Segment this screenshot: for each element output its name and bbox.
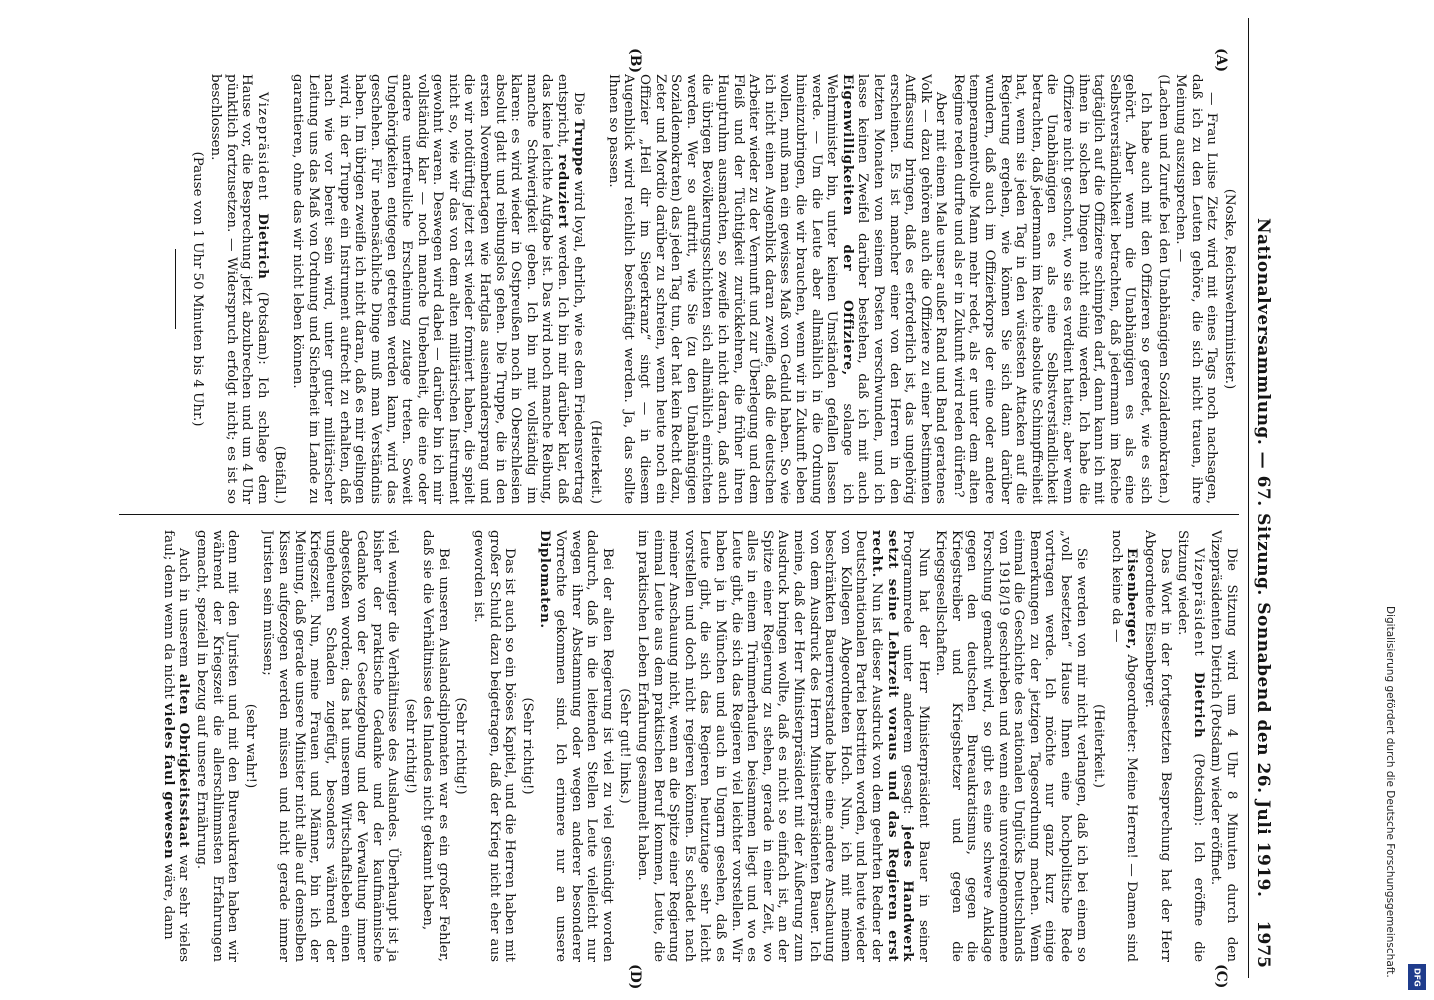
interjection: (Lachen und Zurufe bei den Unabhängigen Sozialdemokraten.) [1155,74,1171,504]
emphasis-text: reduziert [555,154,572,229]
speaker-label: (Noske, Reichswehrminister.) [1222,188,1237,390]
document-page [83,18,1283,990]
dfg-logo: DFG [1408,964,1426,990]
text-run: wäre, dann [160,863,176,940]
paragraph [160,530,191,962]
text-run: (Potsdam): Ich eröffne die Sitzung wieder. [1175,530,1206,962]
paragraph: Bei unseren Auslandsdiplomaten war es ein großer Fehler, daß sie die Verhältnisse des Inlandes nicht gekannt haben, [420,530,451,962]
interjection: (Heiterkeit.) [1091,704,1107,788]
interjection: (Heiterkeit.) [588,420,604,504]
section-rule [175,249,176,329]
text-run: Nun hat der Herr Ministerpräsident Bauer in seiner Programmrede unter anderem gesagt: [900,530,931,962]
interjection: (Sehr richtig!) [519,697,535,795]
emphasis-text: alten Obrigkeitsstaat [176,673,193,848]
interjection: (Sehr gut! links.) [617,688,633,804]
paragraph: Die Sitzung wird um 4 Uhr 8 Minuten durch den Vizepräsidenten Dietrich (Potsdam) wieder eröffnet. [1208,530,1239,962]
paragraph [537,530,615,962]
scan-sidebar [1396,0,1434,1000]
speaker-name: Eisenberger, [1124,548,1141,650]
column-divider [119,514,1239,515]
interjection: (sehr richtig!) [402,698,418,794]
margin-marker-d: (D) [627,964,643,990]
paragraph: Das ist auch so ein böses Kapitel, und die Herren haben mit großer Schuld dazu beigetragen, daß der Krieg nicht eher aus geworden ist. [471,530,518,962]
paragraph: viel weniger die Verhältnisse des Auslandes. Überhaupt ist ja bisher der praktische Gedanke und der kaufmännische Gedanke von der Gesetzgebung und der Verwaltung immer abgestoßen worden; das hat unserem Wirtschaftsleben einen ungeheuren Schaden zugefügt, besonders während der Kriegszeit. Nun, meine Frauen und Männer, bin ich der Meinung, daß gerade unsere Minister nicht alle auf demselben Kissen aufgezogen werden müssen und nicht gerade immer Juristen sein müssen; [260,530,401,962]
right-column [99,530,1239,962]
running-head [1248,18,1275,978]
left-column [99,74,1239,504]
text-run: Bei der alten Regierung ist viel zu viel gesündigt worden dadurch, daß in die leitenden Stellen Leute vielleicht nur wegen ihrer Abstammung oder wegen anderer besonderer Vorrechte gekommen sind. Ich erinnere nur an unsere [553,530,615,962]
emphasis-text: Diplomaten. [537,530,554,629]
paragraph: Ich habe auch mit den Offizieren so geredet, wie es sich gehört. Aber wenn die Unabhängigen es als eine Selbstverständlichkeit betrachten, daß jedermann im Reiche tagtäglich auf die Offiziere schimpfen darf, dann kann ich mit ihnen in solchen Dingen nicht einig werden. Ich habe die Offiziere nicht geschont, wo sie es verdient hatten; aber wenn die Unabhängigen es als eine Selbstverständlichkeit betrachten, daß jedermann im Reiche absolute Schimpffreiheit hat, wenn sie jeden Tag in den wüstesten Attacken auf die Regierung ergehen, wie können Sie sich dann darüber wundern, daß auch im Offizierkorps der eine oder andere temperamentvolle Mann mehr redet, als er unter dem alten Regime reden durfte und als er in Zukunft wird reden dürfen? [950,74,1154,504]
funding-credit: Digitalisierung gefördert durch die Deutsche Forschungsgemeinschaft. [1384,606,1396,978]
interjection: (Sehr richtig!) [453,697,469,795]
text-run: Vizepräsident [1190,548,1206,657]
interjection: (Pause von 1 Uhr 50 Minuten bis 4 Uhr.) [190,151,206,427]
emphasis-text: Eigenwilligkeiten der Offiziere, [839,74,856,376]
text-run: Vizepräsident [254,92,270,201]
text-run: werden. Ich bin mir darüber klar, daß das keine leichte Aufgabe ist. Das wird noch manche Reibung, manche Schwierigkeit geben. Ich bin mit vollständig im klaren: es wird wieder in Ostpreußen noch in Oberschlesien absolut glatt und reibungslos gehen. Die Truppe, die in den ersten Novembertagen wie Hartglas auseinandersprang und die wir notdürftig jetzt erst wieder formiert haben, die spielt nicht so, wie wir das von dem alten militärischen Instrument gewohnt waren. Deswegen wird dabei — darüber bin ich mir vollständig klar — noch manche Unebenheit, die eine oder andere unerfreuliche Erscheinung zutage treten. Soweit Ungehörigkeiten entgegen getreten werden kann, wird das geschehen. Für nebensächliche Dinge muß man Verständnis haben. Im übrigen zweifle ich nicht daran, daß es mir gelingen wird, in der Truppe ein Instrument aufrecht zu erhalten, daß nach wie vor bereit sein wird, unter guter militärischer Leitung uns das Maß von Ordnung und Sicherheit im Lande zu garantieren, ohne das wir nicht leben können. [289,74,571,504]
text-run: Abgeordneter: Meine Herren! — Damen sind noch keine da — [1108,530,1140,962]
text-run: war sehr vieles faul; denn wenn da nicht [160,530,192,962]
text-run: Auch in unserem [176,548,192,668]
page-title: Nationalversammlung. — 67. Sitzung. Sonnabend den 26. Juli 1919. [1253,218,1273,898]
paragraph [634,530,930,962]
emphasis-text: jedes Handwerk setzt seine Lehrzeit voraus und das Regieren erst recht. [868,530,917,962]
page-number: 1975 [1253,920,1273,968]
emphasis-text: Truppe [570,119,587,177]
text-run: wird loyal, ehrlich, wie es dem Friedensvertrag entspricht, [555,74,586,504]
text-run: solange ich Wehrminister bin, unter keinen Umständen gefallen lassen werde. — Um die Leute aber allmählich in die Ordnung hineinzubringen, die wir brauchen, wenn wir in Zukunft leben wollen, muß man ein gewisses Maß von Geduld haben. So wie ich nicht einen Augenblick daran zweifle, daß die deutschen Arbeiter wieder zu der Vernunft und zur Überlegung und dem Fleiß und der Tüchtigkeit zurückkehren, die früher ihren Hauptruhm ausmachten, so zweifle ich nicht daran, daß auch die übrigen Bevölkerungsschichten sich allmählich einrichten werden. Wer so auftritt, wie Sie (zu den Unabhängigen Sozialdemokraten) das jeden Tag tun, der hat kein Recht dazu, Zeter und Mordio darüber zu schreien, wenn heute noch ein Offizier „Heil dir im Siegerkranz“ singt — in diesem Augenblick wird reichlich beschäftigt werden. Ja, das sollte Ihnen so passen. [605,74,855,504]
interjection: (Beifall.) [272,445,288,504]
paragraph [1175,530,1206,962]
paragraph [207,74,269,504]
text-run: Nun ist dieser Ausdruck von dem geehrten Redner der Deutschnationalen Partei bestritten worden, und heute wieder von Kollegen Abgeordneten Hoch. Nun, ich mit meinem beschränkten Bauernverstande habe eine andere Anschauung von dem Ausdruck des Herrn Ministerpräsidenten Bauer. Ich meine, daß der Herr Ministerpräsident mit der Äußerung zum Ausdruck bringen wollte, daß es nicht so einfach ist, an der Spitze einer Regierung zu stehen, gerade in einer Zeit, wo alles in einem Trümmerhaufen beisammen liegt und wo es Leute gibt, die sich das Regieren viel leichter vorstellen. Wir haben ja in München und auch in Ungarn gesehen, daß es Leute gibt, die sich das Regieren heutzutage sehr leicht vorstellen und doch nicht regieren können. Es schadet nach meiner Anschauung nicht, wenn an die Spitze einer Regierung einmal Leute aus dem praktischen Beruf kommen, Leute, die im praktischen Leben Erfahrung gesammelt haben. [635,530,884,962]
paragraph: — Frau Luise Zietz wird mit eines Tags noch nachsagen, daß ich zu den Leuten gehöre, die sich nicht trauen, ihre Meinung auszusprechen. — [1173,74,1220,504]
text-run: (Potsdam): Ich schlage dem Hause vor, die Besprechung jetzt abzubrechen und um 4 Uhr pünktlich fortzusetzen. — Widerspruch erfolgt nicht; es ist so beschlossen. [208,74,270,504]
margin-marker-c: (C) [1213,964,1229,989]
margin-marker-b: (B) [627,48,643,74]
speaker-name: Dietrich [254,213,271,280]
interjection: (sehr wahr!) [242,703,258,789]
paragraph: Sie werden von mir nicht verlangen, daß ich bei einem so „voll besetzten“ Hause Ihnen eine hochpolitische Rede vortragen werde. Ich möchte nur ganz kurz einige Bemerkungen zu der jetzigen Tagesordnung machen. Wenn einmal die Geschichte des nationalen Unglücks Deutschlands von 1918/19 geschrieben und wenn eine unvoreingenommene Forschung gemacht wird, so gibt es eine schwere Anklage gegen den deutschen Bureaukratismus, gegen die Kriegstreiber und Kriegshetzer und gegen die Kriegsgesellschaften. [933,530,1089,962]
paragraph: denn mit den Juristen und mit den Bureaukraten haben wir während der Kriegszeit die allerschlimmsten Erfahrungen gemacht, speziell in bezug auf unsere Ernährung. [194,530,241,962]
paragraph [605,74,948,504]
emphasis-text: vieles faul gewesen [160,703,177,860]
text-run: Aber mit einem Male unser außer Rand und Band geratenes Volk — dazu gehören auch die Offiziere zu einer bestimmten Auffassung bringen, daß es erforderlich ist, das ungehörig erscheinen. Es ist mancher einer von den Herren in den letzten Monaten von seinem Posten verschwunden, und ich lasse keinen Zweifel darüber bestehen, daß ich mit auch [855,74,949,504]
speaker-name: Dietrich [1190,671,1207,739]
paragraph: Das Wort in der fortgesetzten Besprechung hat der Herr Abgeordnete Eisenberger. [1142,530,1173,962]
paragraph [289,74,585,504]
paragraph [1108,530,1139,962]
margin-marker-a: (A) [1213,48,1229,73]
text-run: Die [570,92,586,115]
